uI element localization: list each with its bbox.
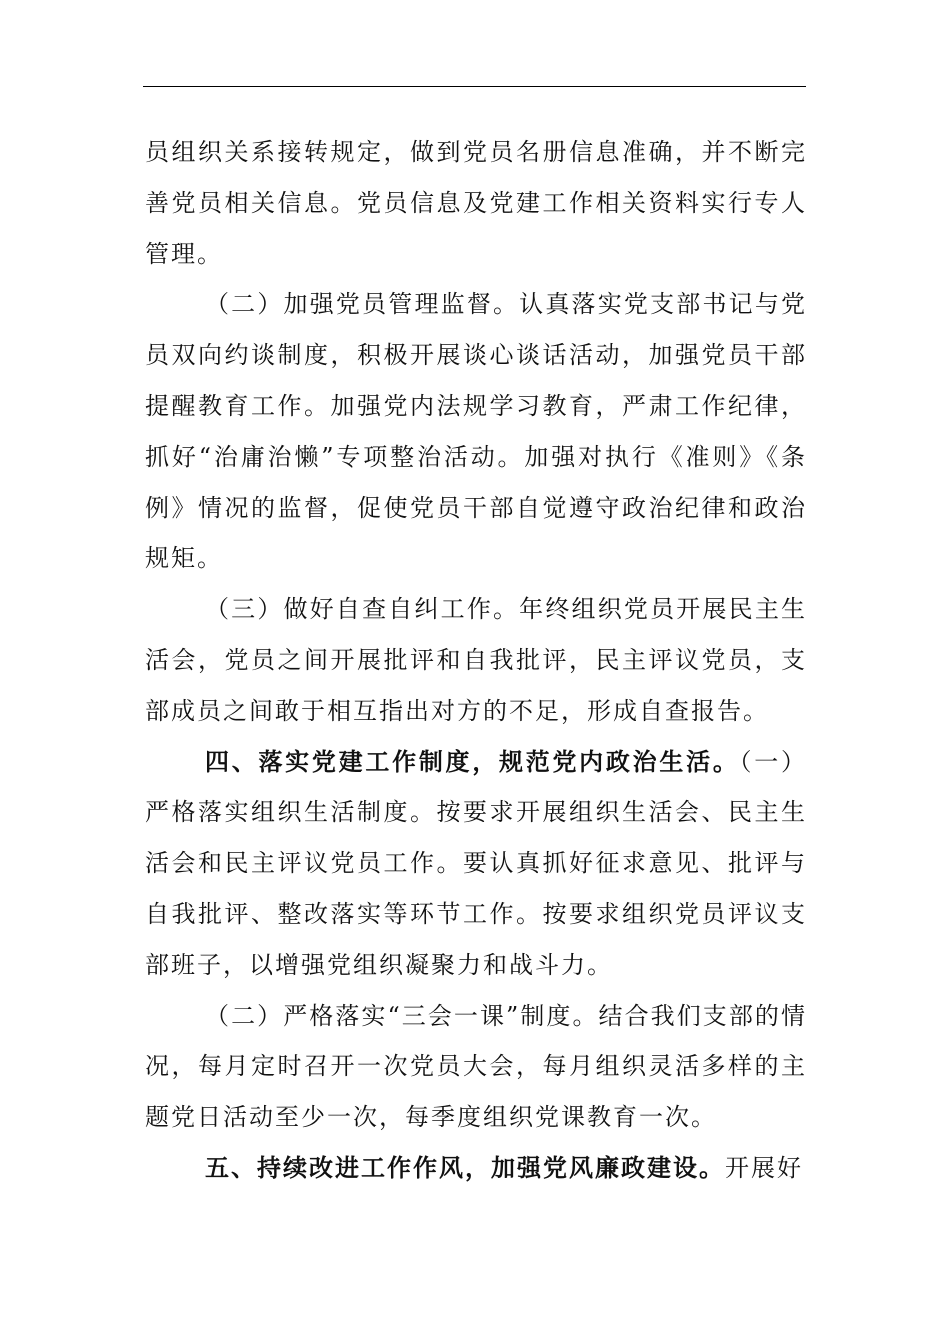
header-rule	[143, 86, 806, 87]
paragraph-continuation	[145, 127, 807, 279]
paragraph-text: （二）严格落实“三会一课”制度。结合我们支部的情况，每月定时召开一次党员大会，每月组织灵活多样的主题党日活动至少一次，每季度组织党课教育一次。	[145, 1001, 807, 1132]
paragraph-text: （三）做好自查自纠工作。年终组织党员开展民主生活会，党员之间开展批评和自我批评，民主评议党员，支部成员之间敢于相互指出对方的不足，形成自查报告。	[145, 595, 807, 725]
paragraph-self-inspection	[145, 584, 807, 736]
section-heading: 四、落实党建工作制度，规范党内政治生活。	[205, 747, 740, 776]
paragraph-section-four	[145, 737, 807, 991]
paragraph-three-meetings	[145, 991, 807, 1143]
paragraph-text: 开展好	[725, 1153, 803, 1182]
paragraph-text: 员组织关系接转规定，做到党员名册信息准确，并不断完善党员相关信息。党员信息及党建工作相关资料实行专人管理。	[145, 138, 807, 268]
document-body	[145, 127, 807, 1194]
paragraph-text: （一）严格落实组织生活制度。按要求开展组织生活会、民主生活会和民主评议党员工作。要认真抓好征求意见、批评与自我批评、整改落实等环节工作。按要求组织党员评议支部班子，以增强党组织凝聚力和战斗力。	[145, 747, 808, 979]
paragraph-section-five	[145, 1143, 807, 1194]
paragraph-party-member-supervision	[145, 279, 807, 584]
section-heading: 五、持续改进工作作风，加强党风廉政建设。	[205, 1153, 725, 1182]
paragraph-text: （二）加强党员管理监督。认真落实党支部书记与党员双向约谈制度，积极开展谈心谈话活动，加强党员干部提醒教育工作。加强党内法规学习教育，严肃工作纪律，抓好“治庸治懒”专项整治活动。加强对执行《准则》《条例》情况的监督，促使党员干部自觉遵守政治纪律和政治规矩。	[145, 290, 807, 573]
